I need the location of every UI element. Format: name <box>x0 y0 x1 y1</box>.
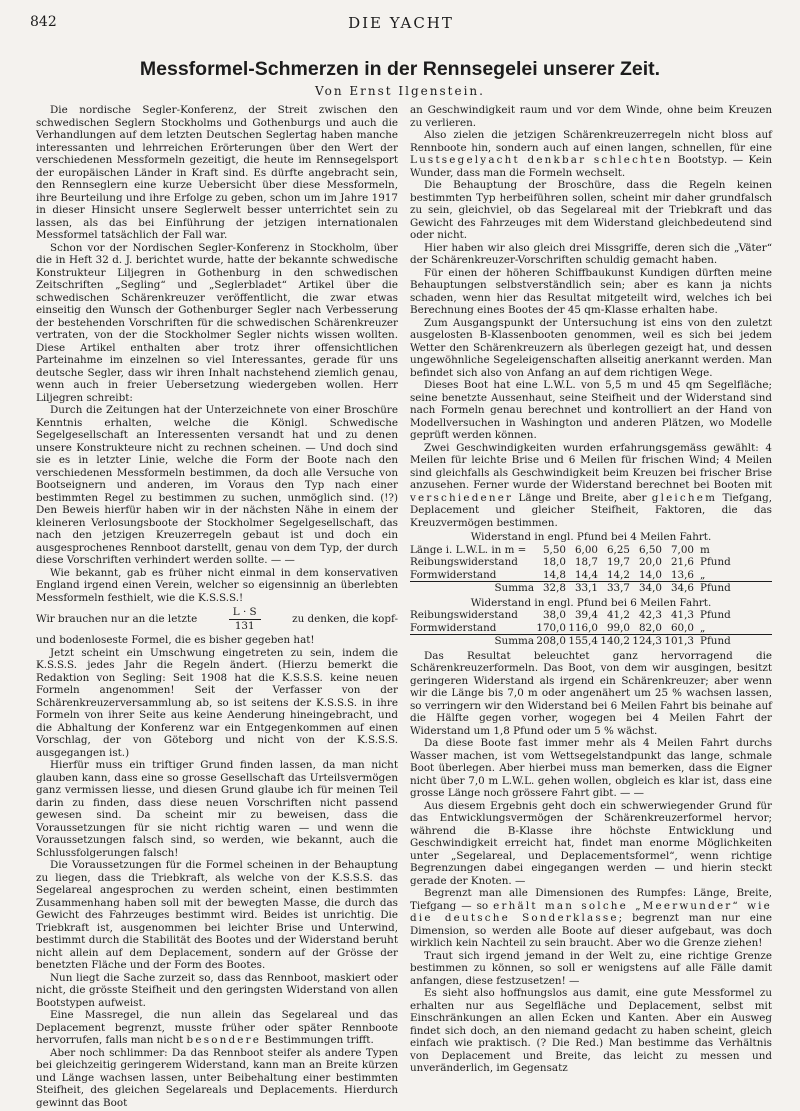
table-row <box>410 622 772 635</box>
paragraph: Nun liegt die Sache zurzeit so, dass das Rennboot, maskiert oder nicht, die grösste Steifheit und den geringsten Widerstand von allen Bootstypen aufweist. <box>36 971 398 1009</box>
row-label: Reibungswiderstand <box>410 609 518 621</box>
paragraph <box>410 129 772 179</box>
resistance-table-4-miles <box>410 531 772 595</box>
formula-post: zu denken, die kopf- <box>292 612 398 625</box>
paragraph: Das Resultat beleuchtet ganz hervorragend die Schärenkreuzerformeln. Das Boot, von dem wir ausgingen, besitzt geringeren Widerstand als irgend ein Schärenkreuzer; aber wenn wir die Länge bis 7,0 m oder angenähert um 25 % wachsen lassen, so verringern wir den Widerstand bei 6 Meilen Fahrt bis beinahe auf die Hälfte gegen vorher, wogegen bei 4 Meilen Fahrt der Widerstand um 1,8 Pfund oder um 5 % wächst. <box>410 649 772 737</box>
right-column <box>410 104 772 1075</box>
text-run: Zwei Geschwindigkeiten wurden erfahrungsgemäss gewählt: 4 Meilen für leichte Brise und 6 Meilen für frischen Wind; 4 Meilen sind gleichfalls als Geschwindigkeit beim Kreuzen bei frischer Brise anzusehen. Ferner wurde der Widerstand berechnet bei Booten mit <box>410 441 772 491</box>
row-unit: „ <box>700 568 706 581</box>
text-run: Tiefgang, Deplacement und gleicher Steifheit, Faktoren, die das Kreuzvermögen bestimmen. <box>410 491 772 529</box>
table-cell: 155,4 <box>568 635 598 647</box>
table-cell: 6,00 <box>574 543 598 556</box>
table-cell: 6,25 <box>606 543 630 556</box>
formula-pre: Wir brauchen nur an die letzte <box>36 612 198 625</box>
paragraph: Jetzt scheint ein Umschwung eingetreten zu sein, indem die K.S.S.S. jedes Jahr die Regeln ändert. (Hierzu bemerkt die Redaktion von Segling: Seit 1908 hat die K.S.S.S. keine neuen Formeln angenommen! Seit der Verfasser von der Schärenkreuzerversammlung ab, so ist seitens der K.S.S.S. in ihre Formeln von ihrer Seite aus keine Aenderung hineingebracht, und die Abhaltung der Konferenz war ein Entgegenkommen auf einen Vorschlag, der von Göteborg und nicht von der K.S.S.S. ausgegangen ist.) <box>36 646 398 759</box>
page-header <box>30 14 772 36</box>
sum-label: Summa <box>494 635 534 647</box>
text-run: Bestimmungen trifft. <box>261 1034 374 1046</box>
table-cell: 34,0 <box>638 582 662 594</box>
paragraph: Da diese Boote fast immer mehr als 4 Meilen Fahrt durchs Wasser machen, ist vom Wettsegelstandpunkt das lange, schmale Boot überlegen. Aber hierbei muss man bemerken, dass die Eigner nicht über 7,0 m L.W.L. gehen wollen, obgleich es klar ist, dass eine grosse Länge noch grössere Fahrt gibt. — — <box>410 737 772 799</box>
paragraph: Die nordische Segler-Konferenz, der Streit zwischen den schwedischen Seglern Stockholms und Gothenburgs und auch die Verhandlungen auf dem letzten Deutschen Seglertag haben manche interessanten und lehrreichen Erörterungen über den Wert der verschiedenen Messformeln gezeitigt, die heute im Rennsegelsport der europäischen Länder in Kraft sind. Es dürfte angebracht sein, den Rennseglern eine kurze Uebersicht über diese Messformeln, ihre Beurteilung und ihre Erfolge zu geben, schon um im Jahre 1917 in dieser Hinsicht unsere Seglerwelt besser unterrichtet sein zu lassen, als das bei Einführung der jetzigen internationalen Messformel tatsächlich der Fall war. <box>36 104 398 241</box>
table-cell: 20,0 <box>638 556 662 568</box>
sum-label: Summa <box>494 582 534 594</box>
table-cell: 7,00 <box>670 543 694 556</box>
formula-line <box>36 606 398 632</box>
paragraph: Schon vor der Nordischen Segler-Konferenz in Stockholm, über die in Heft 32 d. J. berichtet wurde, hatte der bekannte schwedische Konstrukteur Liljegren in Gothenburg in den schwedischen Zeitschriften „Segling“ und „Seglerbladet“ Artikel über die schwedischen Schärenkreuzer veröffentlicht, die zwar etwas einseitig den Wunsch der Gothenburger Segler nach Verbesserung der bestehenden Vorschriften für die schwedischen Schärenkreuzer vertraten, von der die Stockholmer Segler nichts wissen wollten. Diese Artikel enthalten aber trotz ihrer offensichtlichen Parteinahme im einzelnen so viel Interessantes, gerade für uns deutsche Segler, dass wir ihren Inhalt nachstehend ziemlich genau, wenn auch in freier Uebersetzung wiedergeben wollen. Herr Liljegren schreibt: <box>36 241 398 404</box>
table-header: Widerstand in engl. Pfund bei 4 Meilen Fahrt. <box>470 531 712 543</box>
article-byline: Von Ernst Ilgenstein. <box>315 84 485 98</box>
table-cell: 32,8 <box>542 582 566 594</box>
paragraph: Dieses Boot hat eine L.W.L. von 5,5 m und 45 qm Segelfläche; seine benetzte Aussenhaut, seine Steifheit und der Widerstand sind nach Formeln genau berechnet und kontrolliert an der Hand von Modellversuchen in Washington und anderen Plätzen, wo Modelle geprüft werden können. <box>410 379 772 441</box>
row-unit: Pfund <box>700 609 731 621</box>
table-cell: 208,0 <box>536 635 566 647</box>
fraction <box>229 606 261 632</box>
table-cell: 140,2 <box>600 635 630 647</box>
spaced-text: gleichem <box>651 491 718 504</box>
table-cell: 19,7 <box>606 556 630 568</box>
table-cell: 18,0 <box>542 556 566 568</box>
table-cell: 60,0 <box>670 621 694 634</box>
row-label: Reibungswiderstand <box>410 556 518 568</box>
row-label: Länge i. L.W.L. in m = <box>410 543 527 556</box>
table-cell: 39,4 <box>574 609 598 621</box>
text-run: ; begrenzt man nur eine Dimension, so werden alle Boote auf dieser aufgebaut, was doch wirklich kein Nachteil zu sein braucht. Aber wo die Grenze ziehen! <box>410 912 772 949</box>
row-unit: m <box>700 543 710 556</box>
paragraph: Für einen der höheren Schiffbaukunst Kundigen dürften meine Behauptungen selbstverständlich sein; aber es kann ja nichts schaden, wenn hier das Resultat mitgeteilt wird, welches ich bei Berechnung eines Bootes der 45 qm-Klasse erhalten habe. <box>410 266 772 316</box>
paragraph: Aber noch schlimmer: Da das Rennboot steifer als andere Typen bei gleichzeitig geringerem Widerstand, kann man an Breite kürzen und Länge wachsen lassen, unter Beibehaltung einer bestimmten Steifheit, des gleichen Segelareals und Deplacements. Hierdurch gewinnt das Boot <box>36 1046 398 1109</box>
table-cell: 82,0 <box>638 621 662 634</box>
table-cell: 34,6 <box>670 582 694 594</box>
table-cell: 99,0 <box>606 621 630 634</box>
row-unit: Pfund <box>700 582 731 594</box>
table-row <box>410 569 772 582</box>
paragraph: Durch die Zeitungen hat der Unterzeichnete von einer Broschüre Kenntnis erhalten, welche die Königl. Schwedische Segelgesellschaft an Interessenten versandt hat und zu denen unsere Konstrukteure nicht zu rechnen scheinen. — Und doch sind sie es in letzter Linie, welche die Form der Boote nach den verschiedenen Messformeln bestimmen, da doch alle Versuche von Bootseignern und anderen, im Voraus den Typ nach einer bestimmten Regel zu bestimmen zu suchen, unmöglich sind. (!?) Den Beweis hierfür haben wir in der nächsten Nähe in einem der kleineren Verlosungsboote der Stockholmer Segelgesellschaft, das nach den jetzigen Kreuzerregeln gebaut ist und doch ein ausgesprochenes Rennboot darstellt, genau von dem Typ, der durch diese Vorschriften verhindert werden sollte. — — <box>36 404 398 566</box>
text-run: Bootstyp. — Kein Wunder, dass man die Formeln wechselt. <box>410 154 772 179</box>
table-cell: 116,0 <box>568 621 598 634</box>
table-row <box>410 544 772 557</box>
table-sum-row <box>410 634 772 648</box>
table-cell: 33,7 <box>606 582 630 594</box>
spaced-text: Lustsegelyacht denkbar schlechten <box>410 154 673 166</box>
paragraph: Zum Ausgangspunkt der Untersuchung ist eins von den zuletzt ausgelosten B-Klassenbooten genommen, weil es sich bei jedem Wetter den Schärenkreuzern als überlegen gezeigt hat, und dessen ungewöhnliche Segeleigenschaften allseitig anerkannt werden. Man befindet sich also von Anfang an auf dem richtigen Wege. <box>410 316 772 379</box>
table-cell: 124,3 <box>632 635 662 647</box>
left-column <box>36 104 398 1109</box>
paragraph: und bodenloseste Formel, die es bisher gegeben hat! <box>36 634 315 646</box>
row-unit: Pfund <box>700 635 731 647</box>
table-row <box>410 609 772 622</box>
row-unit: „ <box>700 621 706 634</box>
text-run: Also zielen die jetzigen Schärenkreuzerregeln nicht bloss auf Rennboote hin, sondern auch auf einen langen, schnellen, für eine <box>410 129 772 154</box>
table-row <box>410 556 772 569</box>
table-cell: 14,4 <box>574 568 598 581</box>
paragraph: Hier haben wir also gleich drei Missgriffe, deren sich die „Väter“ der Schärenkreuzer-Vorschriften schuldig gemacht haben. <box>410 241 772 266</box>
table-cell: 101,3 <box>664 635 694 647</box>
paragraph: an Geschwindigkeit raum und vor dem Winde, ohne beim Kreuzen zu verlieren. <box>410 104 772 129</box>
journal-title: DIE YACHT <box>348 14 454 32</box>
table-cell: 14,0 <box>638 568 662 581</box>
paragraph: Die Voraussetzungen für die Formel scheinen in der Behauptung zu liegen, dass die Triebkraft, als welche von der K.S.S.S. das Segelareal angesprochen zu werden scheint, einen bestimmten Zusammenhang haben soll mit der bewegten Masse, die durch das Gewicht des Fahrzeuges bestimmt wird. Beides ist unrichtig. Die Triebkraft ist, ausgenommen bei leichter Brise und Unterwind, bestimmt durch die Stabilität des Bootes und der Widerstand beruht nicht allein auf dem Deplacement, sondern auf der Grösse der benetzten Fläche und der Form des Bootes. <box>36 859 398 971</box>
page-number: 842 <box>30 14 57 30</box>
article-title: Messformel-Schmerzen in der Rennsegelei unserer Zeit. <box>139 58 661 80</box>
table-sum-row <box>410 581 772 595</box>
table-cell: 14,2 <box>606 568 630 581</box>
text-run: Eine Massregel, die nun allein das Segelareal und das Deplacement begrenzt, musste früher oder später Rennboote hervorrufen, falls man nicht <box>36 1009 398 1046</box>
text-run: Länge und Breite, aber <box>513 491 652 504</box>
spaced-text: erhält man solche „Meerwunder“ wie die deutsche Sonderklasse <box>410 899 772 924</box>
paragraph: Hierfür muss ein triftiger Grund finden lassen, da man nicht glauben kann, dass eine so grosse Gesellschaft das Urteilsvermögen ganz vermissen liesse, und diesen Grund glaube ich für meinen Teil darin zu finden, dass diese neuen Vorschriften nicht passend gewesen sind. Da scheint mir zu beweisen, dass die Voraussetzungen für sie nicht richtig waren — und wenn die Voraussetzungen falsch sind, so werden, wie bekannt, auch die Schlussfolgerungen falsch! <box>36 759 398 859</box>
row-label: Formwiderstand <box>410 568 497 581</box>
paragraph: Wie bekannt, gab es früher nicht einmal in dem konservativen England irgend einen Verein, welcher so eigensinnig an überlebten Messformeln festhielt, wie die K.S.S.S.! <box>36 566 398 604</box>
paragraph: Es sieht also hoffnungslos aus damit, eine gute Messformel zu erhalten nur aus Segelfläche und Deplacement, selbst mit Einschränkungen an allen Ecken und Kanten. Aber ein Ausweg findet sich doch, an den niemand gedacht zu haben scheint, gleich einfach wie praktisch. (? Die Red.) Man bestimme das Verhältnis von Deplacement und Breite, das leicht zu messen und unveränderlich, im Gegensatz <box>410 987 772 1074</box>
table-header: Widerstand in engl. Pfund bei 6 Meilen Fahrt. <box>470 596 712 609</box>
row-unit: Pfund <box>700 556 731 568</box>
table-cell: 18,7 <box>574 556 598 568</box>
fraction-numerator: L · S <box>229 606 261 620</box>
table-cell: 5,50 <box>542 543 566 556</box>
table-cell: 21,6 <box>670 556 694 568</box>
table-cell: 170,0 <box>536 621 566 634</box>
fraction-denominator: 131 <box>234 619 255 632</box>
paragraph <box>410 442 772 530</box>
paragraph <box>36 1009 398 1047</box>
paragraph: Die Behauptung der Broschüre, dass die Regeln keinen bestimmten Typ herbeiführen sollen, scheint mir daher grundfalsch zu sein, gleichviel, ob das Segelareal mit der Triebkraft und das Gewicht des Fahrzeuges mit dem Widerstand gleichbedeutend sind oder nicht. <box>410 179 772 241</box>
table-cell: 42,3 <box>638 609 662 621</box>
table-cell: 33,1 <box>574 582 598 594</box>
spaced-text: besondere <box>186 1034 262 1046</box>
spaced-text: verschiedener <box>410 491 514 504</box>
text-run: Begrenzt man alle Dimensionen des Rumpfes: Länge, Breite, Tiefgang — so <box>410 887 772 912</box>
table-cell: 41,2 <box>606 609 630 621</box>
row-label: Formwiderstand <box>410 621 497 634</box>
table-cell: 14,8 <box>542 568 566 581</box>
paragraph: Traut sich irgend jemand in der Welt zu, eine richtige Grenze bestimmen zu können, so soll er wenigstens auf alle Fälle damit anfangen, diese festzusetzen! — <box>410 949 772 987</box>
table-cell: 6,50 <box>638 543 662 556</box>
table-cell: 41,3 <box>670 609 694 621</box>
resistance-table-6-miles <box>410 597 772 648</box>
table-cell: 38,0 <box>542 609 566 621</box>
paragraph <box>410 887 772 950</box>
paragraph: Aus diesem Ergebnis geht doch ein schwerwiegender Grund für das Entwicklungsvermögen der Schärenkreuzerformel hervor; während die B-Klasse ihre höchste Entwicklung und Geschwindigkeit erreicht hat, findet man enorme Möglichkeiten unter „Segelareal, und Deplacementsformel“, wenn richtige Begrenzungen dabei eingegangen werden — und hierin steckt gerade der Knoten. — <box>410 799 772 887</box>
table-cell: 13,6 <box>670 568 694 581</box>
